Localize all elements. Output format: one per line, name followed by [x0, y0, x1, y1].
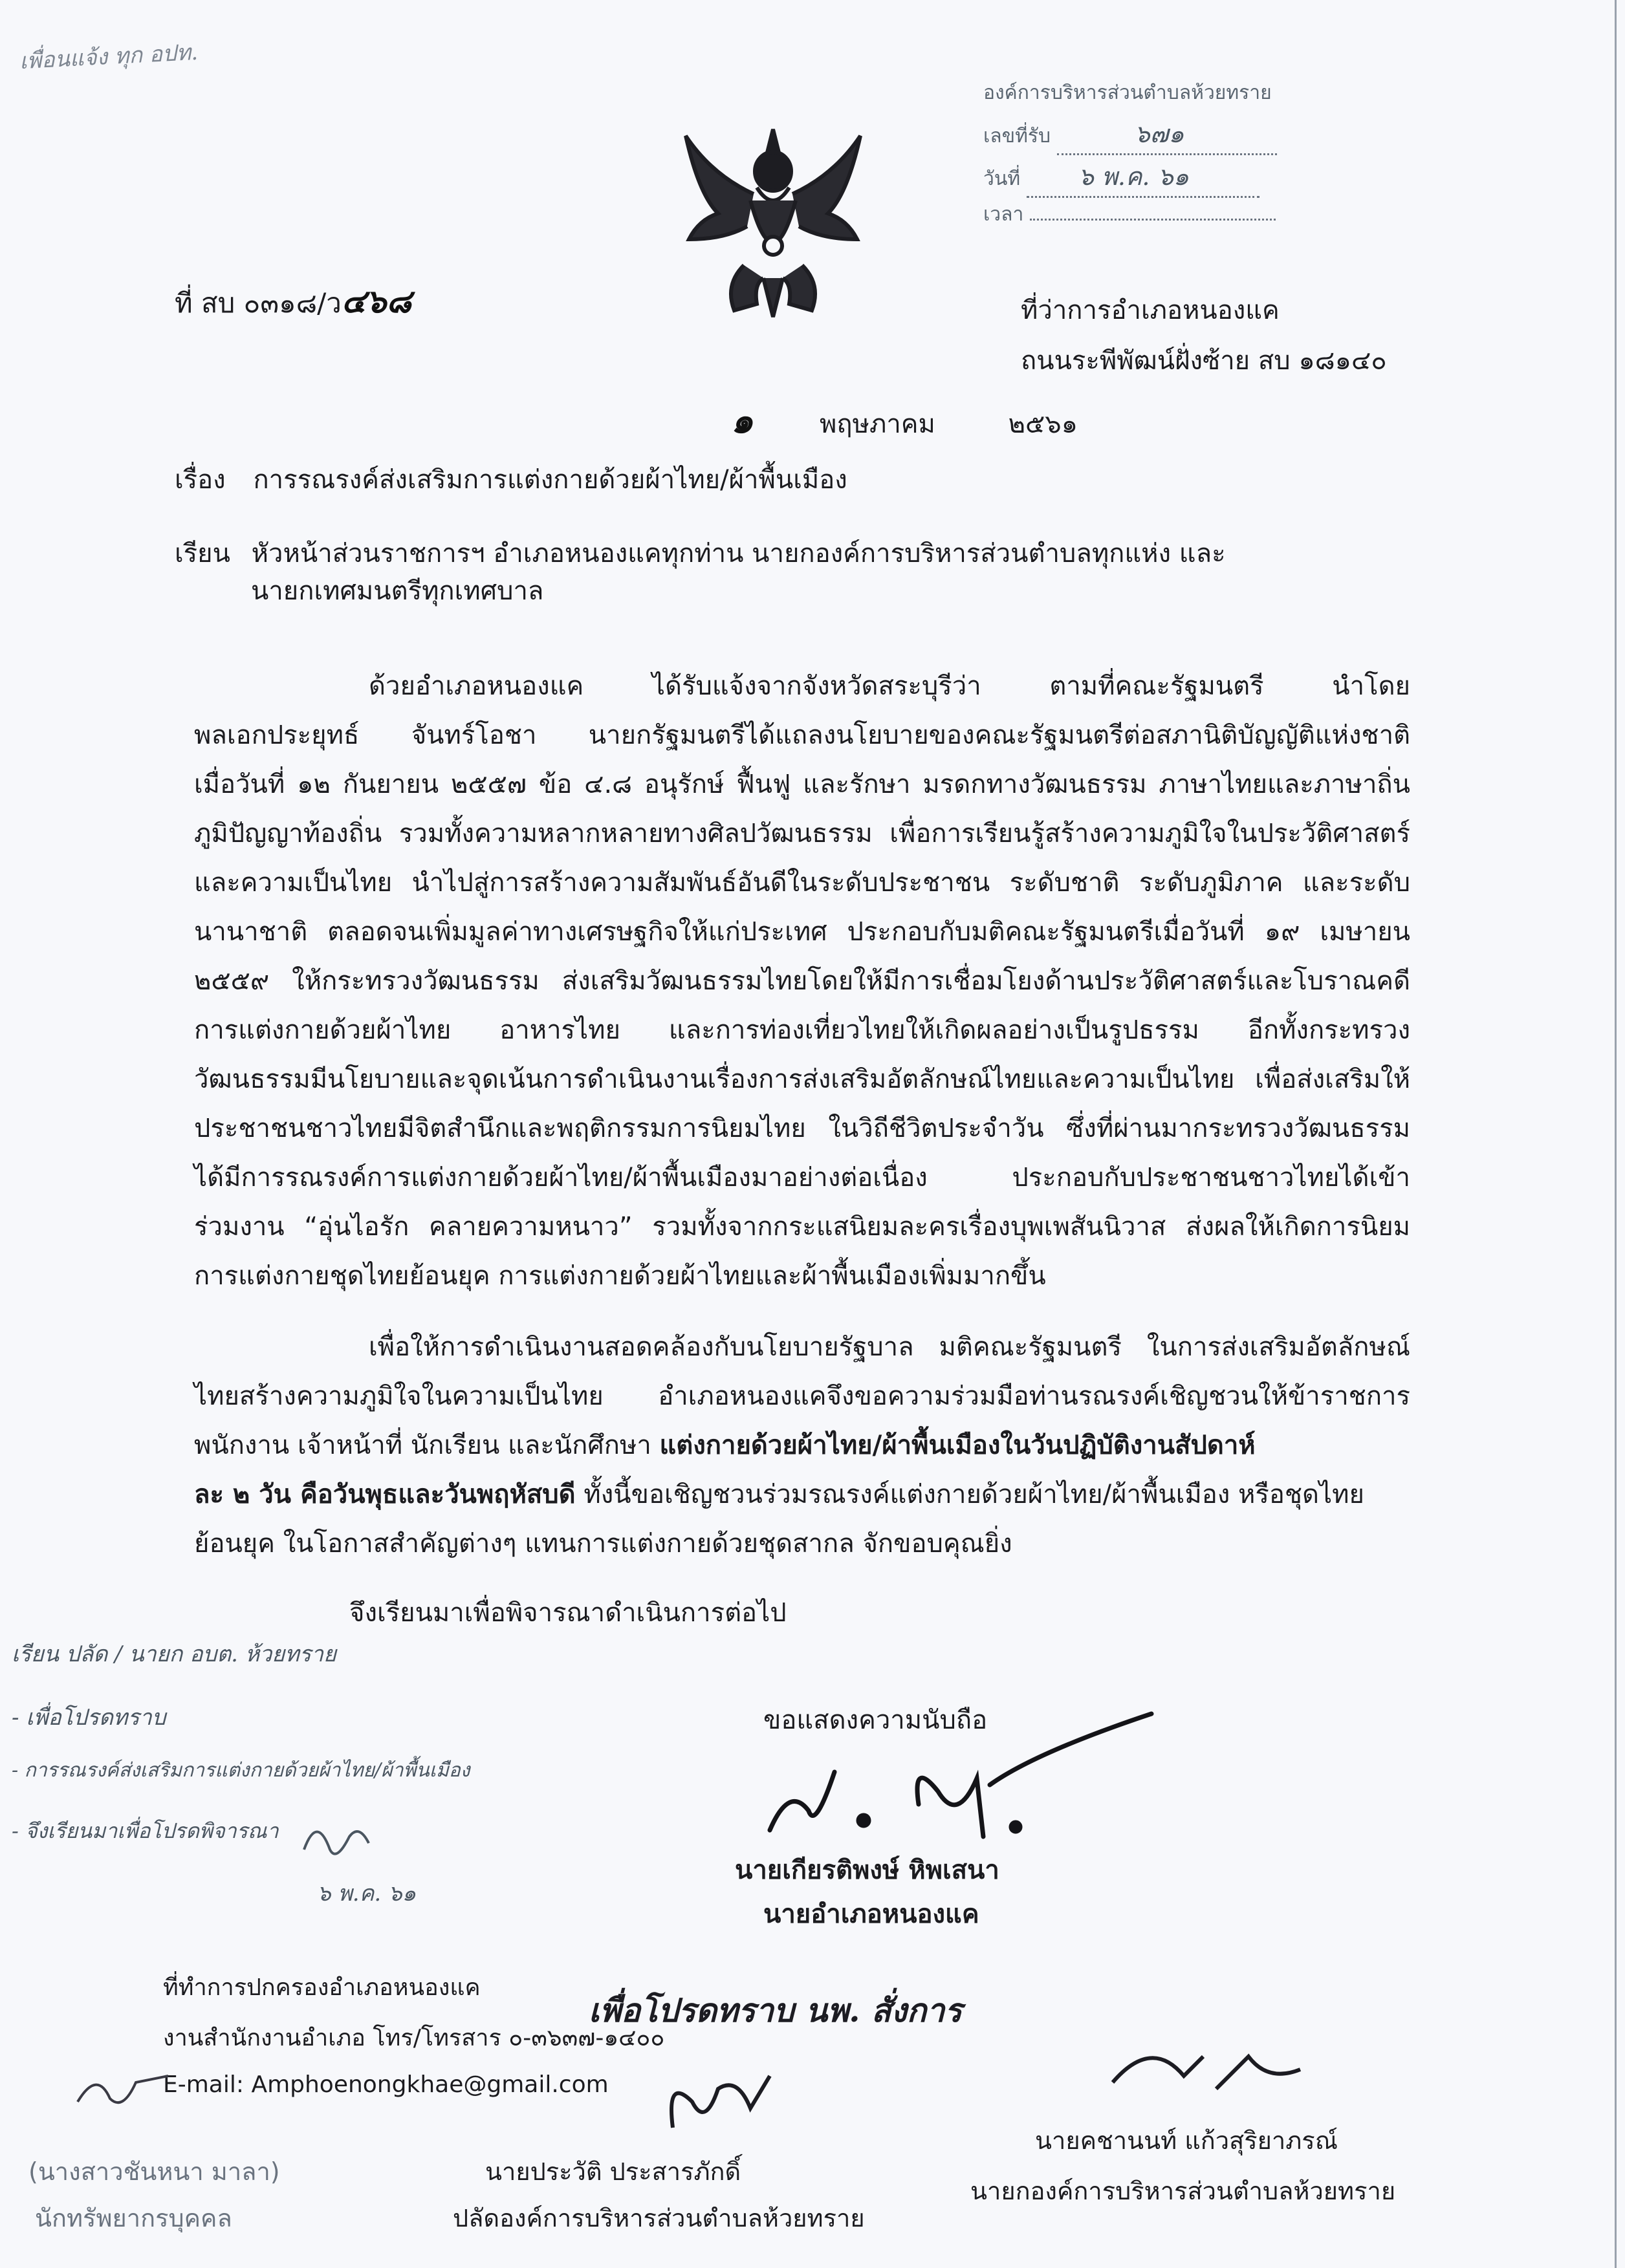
office-name: ที่ว่าการอำเภอหนองแค — [1021, 296, 1280, 325]
para2-line-4-normal: ทั้งนี้ขอเชิญชวนร่วมรณรงค์แต่งกายด้วยผ้าไทย/ผ้าพื้นเมือง หรือชุดไทย — [575, 1480, 1364, 1509]
para2-line: ไทยสร้างความภูมิใจในความเป็นไทย อำเภอหนองแคจึงขอความร่วมมือท่านรณรงค์เชิญชวนให้ข้าราชการ — [194, 1381, 1410, 1411]
signatory-2-title: ปลัดองค์การบริหารส่วนตำบลห้วยทราย — [453, 2204, 865, 2232]
receipt-number-value: ๖๗๑ — [1134, 120, 1184, 148]
letter-date-year: ๒๕๖๑ — [1008, 409, 1078, 439]
para1-line: การแต่งกายชุดไทยย้อนยุค การแต่งกายด้วยผ้าไทยและผ้าพื้นเมืองเพิ่มมากขึ้น — [194, 1261, 1046, 1291]
signer-title: นายอำเภอหนองแค — [763, 1899, 979, 1929]
signatory-3-title: นายกองค์การบริหารส่วนตำบลห้วยทราย — [970, 2177, 1396, 2205]
signatory-2-name: นายประวัติ ประสารภักดิ์ — [485, 2157, 741, 2186]
handwritten-instruction: เพื่อโปรดทราบ นพ. สั่งการ — [589, 1991, 963, 2029]
footer-office: ที่ทำการปกครองอำเภอหนองแค — [163, 1974, 481, 2001]
letter-date-day: ๑ — [731, 400, 754, 441]
receipt-date-row — [983, 157, 1346, 199]
addressee-line-2: นายกเทศมนตรีทุกเทศบาล — [251, 576, 544, 606]
receipt-date-label: วันที่ — [983, 167, 1021, 190]
para2-line-3-normal: พนักงาน เจ้าหน้าที่ นักเรียน และนักศึกษา — [194, 1431, 660, 1460]
handwritten-note: - การรณรงค์ส่งเสริมการแต่งกายด้วยผ้าไทย/ผ้าพื้นเมือง — [12, 1759, 470, 1782]
closing-paragraph: จึงเรียนมาเพื่อพิจารณาดำเนินการต่อไป — [349, 1598, 787, 1628]
regards-text: ขอแสดงความนับถือ — [763, 1705, 988, 1735]
footer-email: E-mail: Amphoenongkhae@gmail.com — [163, 2071, 609, 2098]
receipt-stamp — [983, 78, 1346, 235]
receipt-time-row — [983, 199, 1346, 235]
handwritten-note: - จึงเรียนมาเพื่อโปรดพิจารณา — [12, 1819, 279, 1843]
para1-line: วัฒนธรรมมีนโยบายและจุดเน้นการดำเนินงานเรื่องการส่งเสริมอัตลักษณ์ไทยและความเป็นไทย เพื่อส่งเสริมให้ — [194, 1064, 1410, 1094]
subject-label: เรื่อง — [175, 465, 226, 495]
page-edge-line — [1615, 0, 1617, 2268]
reference-number-printed: ที่ สบ ๐๓๑๘/ว — [175, 287, 342, 319]
para2-line — [194, 1424, 1410, 1465]
para1-line: เมื่อวันที่ ๑๒ กันยายน ๒๕๕๗ ข้อ ๔.๘ อนุรักษ์ ฟื้นฟู และรักษา มรดกทางวัฒนธรรม ภาษาไทยและภาษาถิ่น — [194, 770, 1410, 799]
para1-line: การแต่งกายด้วยผ้าไทย อาหารไทย และการท่องเที่ยวไทยให้เกิดผลอย่างเป็นรูปธรรม อีกทั้งกระทรวง — [194, 1015, 1410, 1045]
signatory-1-title: นักทรัพยากรบุคคล — [35, 2204, 232, 2232]
para1-line: ภูมิปัญญาท้องถิ่น รวมทั้งความหลากหลายทางศิลปวัฒนธรรม เพื่อการเรียนรู้สร้างความภูมิใจในประวัติศาสตร์ — [194, 819, 1410, 848]
addressee-text-1: หัวหน้าส่วนราชการฯ อำเภอหนองแคทุกท่าน นายกองค์การบริหารส่วนตำบลทุกแห่ง และ — [251, 539, 1226, 568]
handwritten-note: - เพื่อโปรดทราบ — [12, 1705, 166, 1731]
footer-department: งานสำนักงานอำเภอ โทร/โทรสาร ๐-๓๖๓๗-๑๔๐๐ — [163, 2025, 665, 2051]
handwritten-note: เรียน ปลัด / นายก อบต. ห้วยทราย — [12, 1641, 336, 1667]
handwritten-date: ๖ พ.ค. ๖๑ — [317, 1881, 417, 1906]
para1-line: พลเอกประยุทธ์ จันทร์โอชา นายกรัฐมนตรีได้แถลงนโยบายของคณะรัฐมนตรีต่อสภานิติบัญญัติแห่งชาติ — [194, 720, 1410, 750]
subject-line — [175, 462, 847, 498]
para2-line — [194, 1473, 1410, 1515]
receipt-time-field — [1030, 219, 1276, 221]
addressee-label: เรียน — [175, 539, 230, 568]
office-address: ถนนระพีพัฒน์ฝั่งซ้าย สบ ๑๘๑๔๐ — [1021, 346, 1387, 376]
receipt-time-label: เวลา — [983, 203, 1024, 226]
para2-line: เพื่อให้การดำเนินงานสอดคล้องกับนโยบายรัฐบาล มติคณะรัฐมนตรี ในการส่งเสริมอัตลักษณ์ — [369, 1332, 1410, 1362]
handwritten-initial-mark — [298, 1811, 375, 1869]
receipt-date-value: ๖ พ.ค. ๖๑ — [1078, 162, 1189, 191]
para1-line: ด้วยอำเภอหนองแค ได้รับแจ้งจากจังหวัดสระบุรีว่า ตามที่คณะรัฐมนตรี นำโดย — [369, 671, 1410, 701]
receipt-stamp-org: องค์การบริหารส่วนตำบลห้วยทราย — [983, 81, 1272, 104]
deputy-signature — [660, 2063, 776, 2141]
para1-line: ๒๕๕๙ ให้กระทรวงวัฒนธรรม ส่งเสริมวัฒนธรรมไทยโดยให้มีการเชื่อมโยงด้านประวัติศาสตร์และโบราณคดี — [194, 966, 1410, 996]
letter-date-month: พฤษภาคม — [820, 409, 935, 439]
para2-line-3-bold: แต่งกายด้วยผ้าไทย/ผ้าพื้นเมืองในวันปฏิบัติงานสัปดาห์ — [659, 1431, 1256, 1460]
receipt-date-field — [1027, 157, 1260, 198]
corner-handwritten-note: เพื่อนแจ้ง ทุก อปท. — [19, 39, 199, 75]
mayor-signature — [1100, 2031, 1313, 2108]
footer-initial-signature — [71, 2063, 175, 2115]
garuda-emblem — [673, 116, 873, 330]
receipt-number-field — [1057, 114, 1277, 155]
district-chief-signature — [763, 1688, 1164, 1843]
para1-line: และความเป็นไทย นำไปสู่การสร้างความสัมพันธ์อันดีในระดับประชาชน ระดับชาติ ระดับภูมิภาค และระดับ — [194, 868, 1410, 898]
receipt-number-label: เลขที่รับ — [983, 125, 1051, 147]
reference-number — [175, 283, 411, 321]
para1-line: นานาชาติ ตลอดจนเพิ่มมูลค่าทางเศรษฐกิจให้แก่ประเทศ ประกอบกับมติคณะรัฐมนตรีเมื่อวันที่ ๑๙ เมษายน — [194, 917, 1410, 947]
letter-date — [731, 402, 1078, 442]
signatory-1-name: (นางสาวชันหนา มาลา) — [28, 2157, 280, 2186]
para1-line: ได้มีการรณรงค์การแต่งกายด้วยผ้าไทย/ผ้าพื้นเมืองมาอย่างต่อเนื่อง ประกอบกับประชาชนชาวไทยได้เข้า — [194, 1163, 1410, 1193]
addressee-line-1 — [175, 535, 1226, 572]
reference-number-handwritten: ๔๖๘ — [341, 282, 411, 320]
para2-line-4-bold: ละ ๒ วัน คือวันพุธและวันพฤหัสบดี — [194, 1480, 576, 1509]
signer-name: นายเกียรติพงษ์ หิพเสนา — [735, 1855, 999, 1885]
subject-text: การรณรงค์ส่งเสริมการแต่งกายด้วยผ้าไทย/ผ้าพื้นเมือง — [253, 465, 847, 495]
para1-line: ร่วมงาน “อุ่นไอรัก คลายความหนาว” รวมทั้งจากกระแสนิยมละครเรื่องบุพเพสันนิวาส ส่งผลให้เกิดการนิยม — [194, 1212, 1410, 1242]
para1-line: ประชาชนชาวไทยมีจิตสำนึกและพฤติกรรมการนิยมไทย ในวิถีชีวิตประจำวัน ซึ่งที่ผ่านมากระทรวงวัฒนธรรม — [194, 1114, 1410, 1143]
para2-line: ย้อนยุค ในโอกาสสำคัญต่างๆ แทนการแต่งกายด้วยชุดสากล จักขอบคุณยิ่ง — [194, 1529, 1012, 1559]
signatory-3-name: นายคชานนท์ แก้วสุริยาภรณ์ — [1035, 2126, 1338, 2155]
receipt-number-row — [983, 114, 1346, 157]
